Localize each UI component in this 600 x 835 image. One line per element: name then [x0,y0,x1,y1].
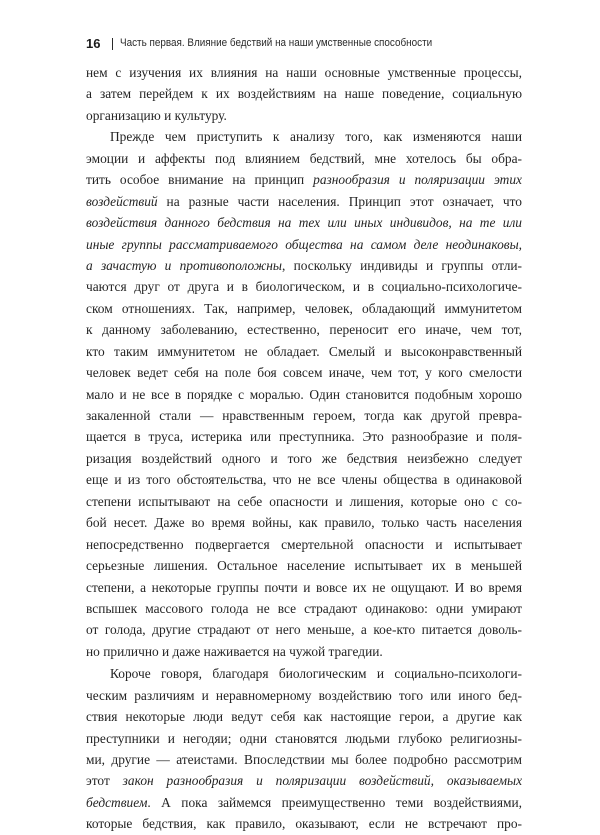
text-line [86,384,522,405]
text-line [86,83,522,104]
running-header [86,36,526,58]
text-run: тить особое внимание на принцип [86,172,314,188]
text-run: преступники и негодяи; одни становятся людьми глубоко религиозны- [86,730,522,746]
text-run: Прежде чем приступить к анализу того, как изменяются наши [110,129,522,145]
text-line [86,62,522,83]
text-run: бой несет. Даже во время войны, как правило, только часть населения [86,515,522,531]
italic-text: закон разнообразия и поляризации воздействий, оказываемых [122,773,522,789]
page-number: 16 [86,36,101,51]
text-line [86,706,522,727]
text-run: к данному заболеванию, естественно, переносит его иначе, чем тот, [86,322,522,338]
text-run: организацию и культуру. [86,107,227,123]
text-run: на разные части населения. Принцип этот означает, что [157,193,522,209]
text-run: а затем перейдем к их воздействиям на наше поведение, социальную [86,86,522,102]
text-run: которые бедствия, как правило, оказывают, если не встречают про- [86,816,522,832]
text-line [86,276,522,297]
text-run: степени, а некоторые группы почти и вовсе их не ощущают. И во время [86,579,522,595]
text-run: но прилично и даже наживается на чужой трагедии. [86,643,383,659]
text-line [86,191,522,212]
header-separator [112,38,113,50]
text-line [86,105,522,126]
text-line [86,169,522,190]
text-line [86,148,522,169]
italic-text: а зачастую и противоположны [86,257,282,273]
text-run: еще и из того обстоятельства, что не все члены общества в одинаковой [86,472,522,488]
text-line [86,770,522,791]
text-line [86,212,522,233]
text-line [86,619,522,640]
text-line [86,491,522,512]
text-line [86,448,522,469]
text-line [86,234,522,255]
text-run: кто таким иммунитетом не обладает. Смелый и высоконравственный [86,343,522,359]
text-line [86,813,522,834]
text-run: Короче говоря, благодаря биологическим и социально-психологи- [110,666,522,682]
text-line [86,685,522,706]
text-run: непосредственно подвергается смертельной опасности и испытывает [86,536,522,552]
text-run: серьезные лишения. Остальное население испытывает их в меньшей [86,558,522,574]
text-run: ствия некоторые люди ведут себя как настоящие герои, а другие как [86,709,522,725]
text-run: , поскольку индивиды и группы отли- [282,257,522,273]
text-run: чаются друг от друга и в биологическом, и в социально-психологиче- [86,279,522,295]
text-run: от голода, другие страдают от него меньше, а кое-кто питается доволь- [86,622,522,638]
text-run: эмоции и аффекты под влиянием бедствий, мне хотелось бы обра- [86,150,522,166]
text-line [86,298,522,319]
italic-text: воздействий [86,193,158,209]
italic-text: воздействия данного бедствия на тех или иных индивидов, на те или [86,215,522,231]
text-line [86,555,522,576]
text-line [86,598,522,619]
italic-text: иные группы рассматриваемого общества на самом деле неодинаковы, [86,236,522,252]
text-line [86,126,522,147]
text-run: . А пока займемся преимущественно теми воздействиями, [147,794,522,810]
text-line [86,362,522,383]
text-run: этот [86,773,123,789]
text-run: ческим различиям и неравномерному воздействию того или иного бед- [86,687,522,703]
running-title: Часть первая. Влияние бедствий на наши умственные способности [120,37,433,49]
text-run: ризация воздействий одного и того же бедствия неизбежно следует [86,450,522,466]
text-run: нем с изучения их влияния на наши основные умственные процессы, [86,65,522,80]
text-line [86,641,522,662]
text-line [86,749,522,770]
body-text [86,62,522,835]
text-run: закаленной стали — нравственным героем, тогда как другой превра- [86,408,522,423]
text-run: щается в труса, истерика или преступника. Это разнообразие и поля- [86,429,522,445]
text-line [86,426,522,447]
text-line [86,663,522,684]
text-line [86,405,522,426]
text-line [86,534,522,555]
text-line [86,255,522,276]
text-line [86,728,522,749]
text-run: мало и не все в порядке с моралью. Один становится подобным хорошо [86,386,522,402]
italic-text: бедствием [86,794,148,810]
text-run: ми, другие — атеистами. Впоследствии мы более подробно рассмотрим [86,752,522,767]
text-line [86,319,522,340]
text-run: вспышек массового голода не все страдают одинаково: одни умирают [86,600,522,616]
text-run: человек ведет себя на поле боя совсем иначе, чем тот, у кого смелости [86,365,522,381]
text-run: степени испытывают на себе опасности и лишения, которые оно с со- [86,493,522,509]
text-line [86,341,522,362]
text-line [86,469,522,490]
text-run: ском отношениях. Так, например, человек, обладающий иммунитетом [86,300,522,316]
italic-text: разнообразия и поляризации этих [313,172,522,188]
text-line [86,512,522,533]
text-line [86,792,522,813]
text-line [86,577,522,598]
